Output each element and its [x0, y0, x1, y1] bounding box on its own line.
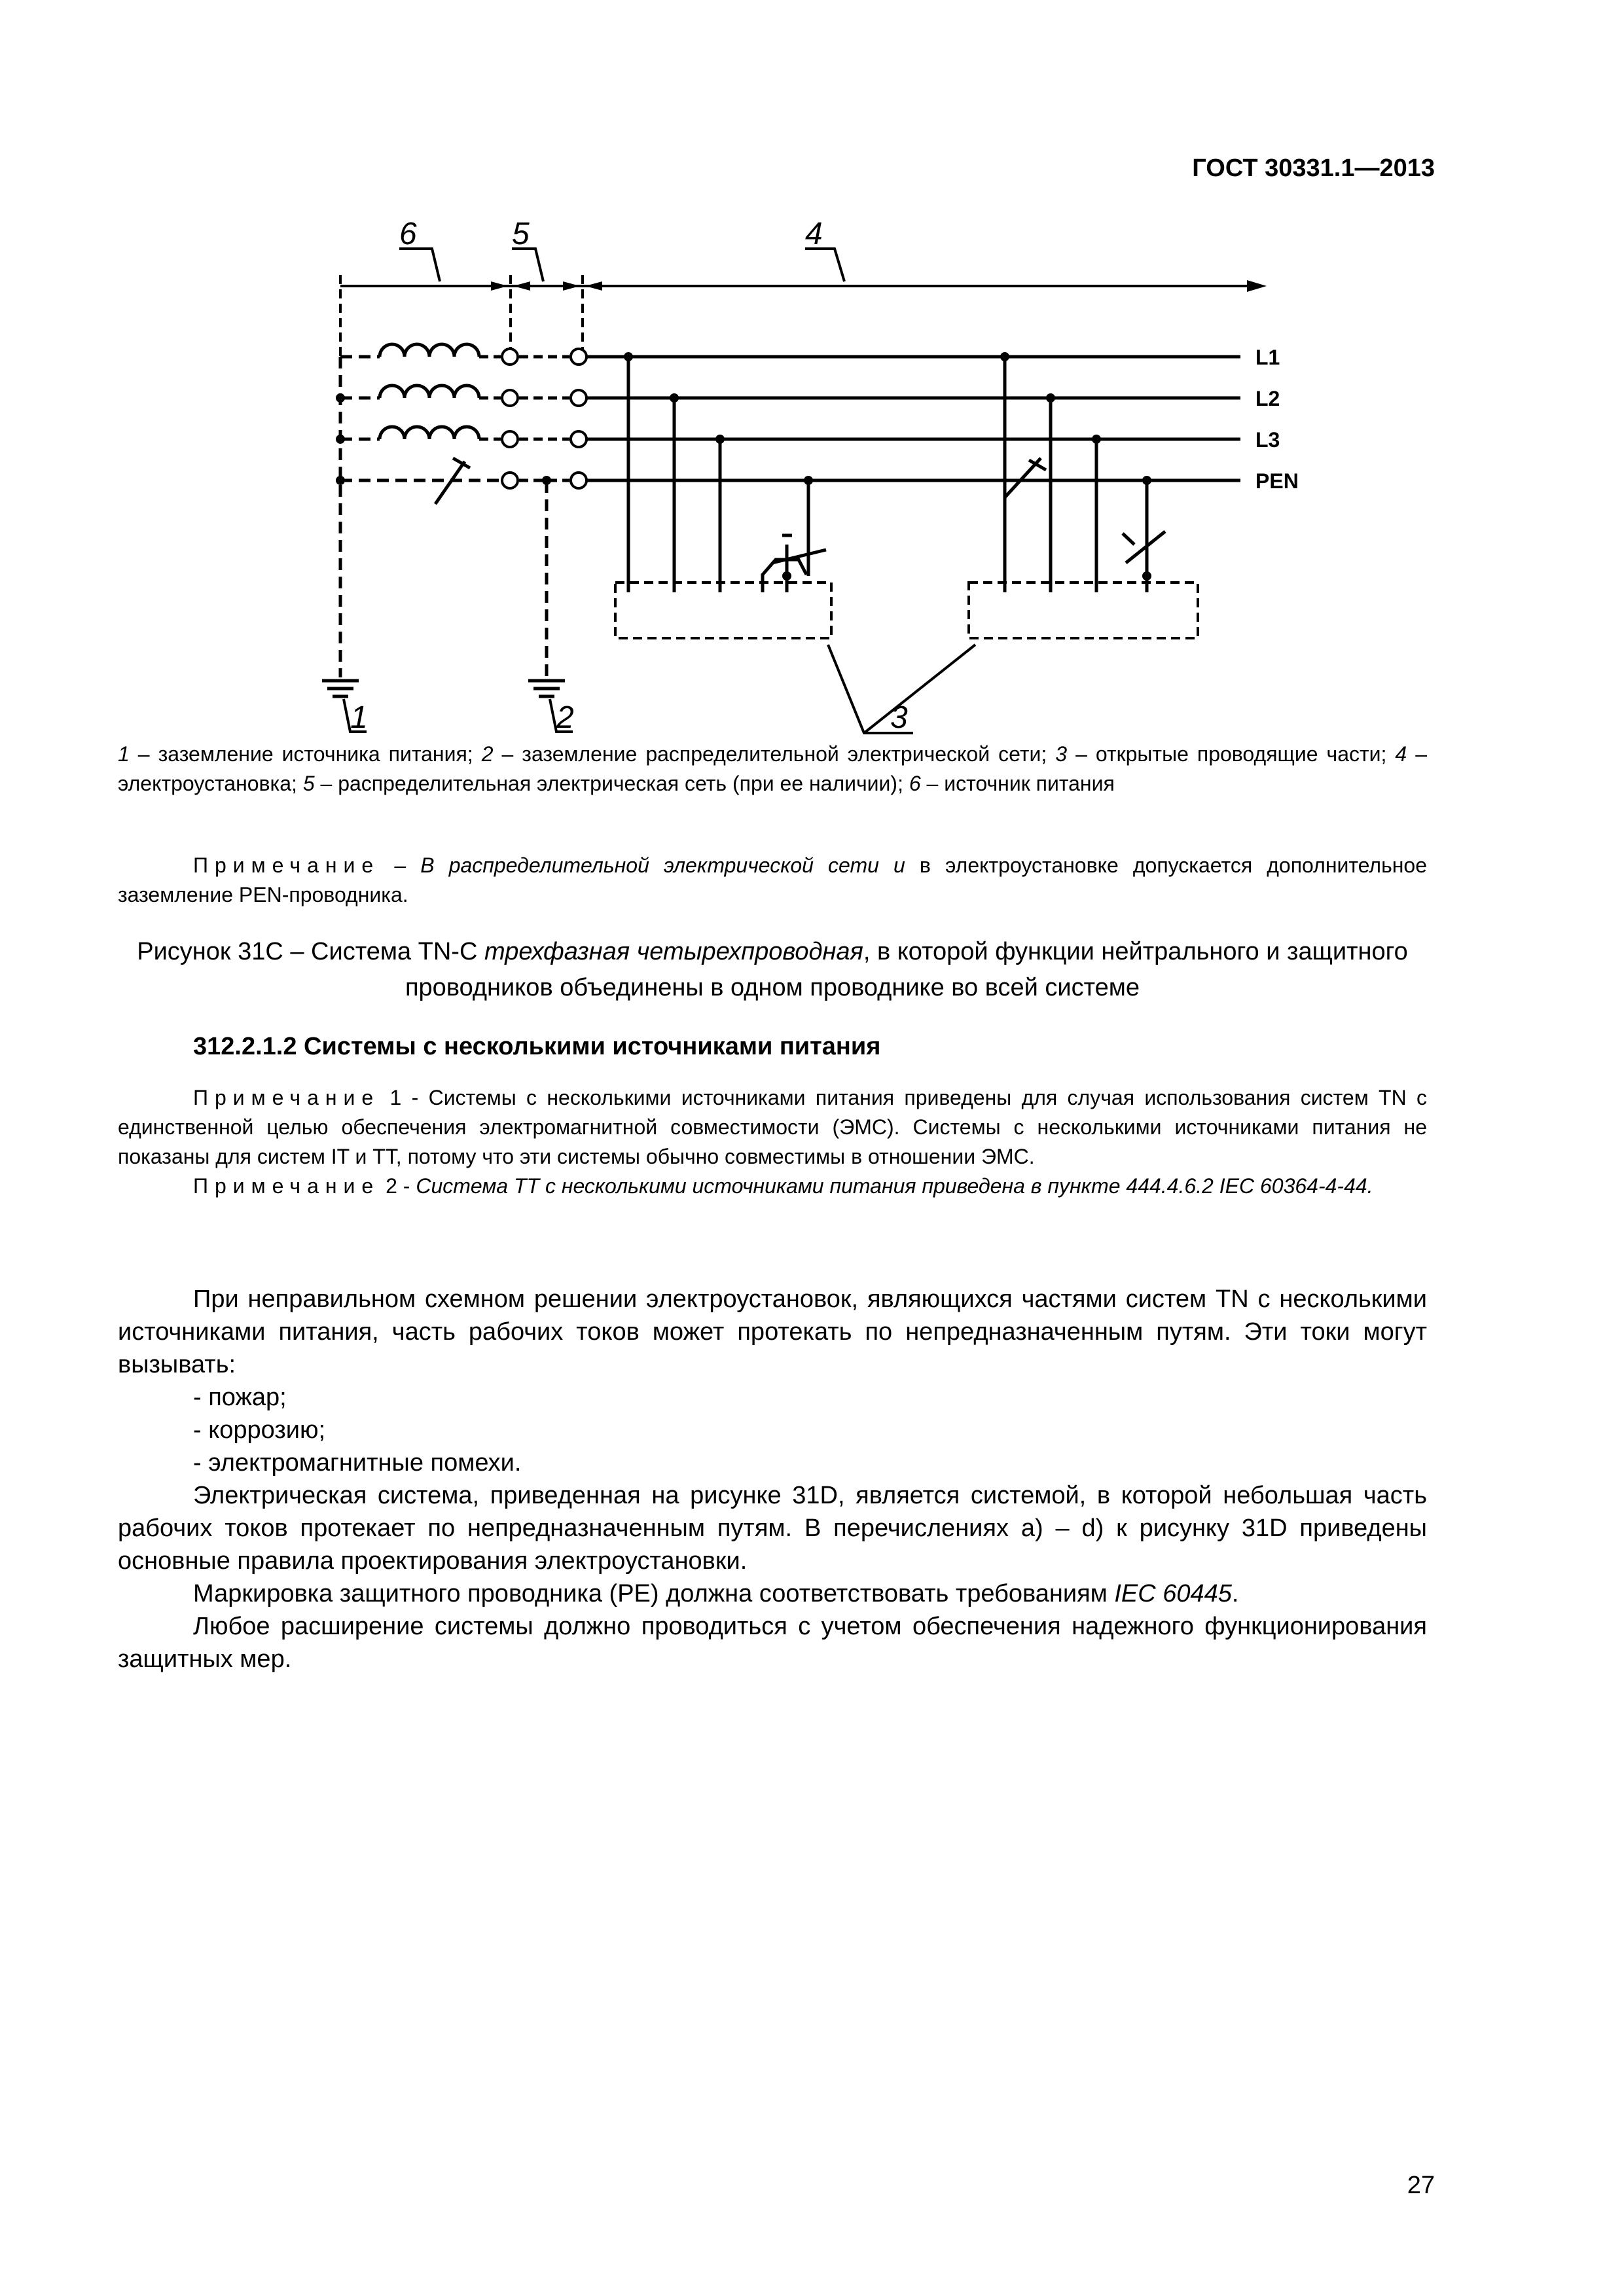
callout-1: 1 — [350, 700, 368, 735]
callout-6: 6 — [399, 217, 417, 251]
section-heading: 312.2.1.2 Системы с несколькими источниками питания — [193, 1033, 881, 1060]
list-item: - пожар; — [193, 1384, 287, 1411]
section-notes — [118, 1083, 1427, 1201]
callout-leader-4 — [805, 249, 844, 281]
label-l3: L3 — [1255, 428, 1280, 452]
callout-leader-5 — [512, 249, 543, 281]
label-pen: PEN — [1255, 469, 1299, 493]
paragraph-2: Электрическая система, приведенная на рисунке 31D, является системой, в которой небольшая часть рабочих токов протекает по непредназначенным путям. В перечислениях a) – d) к рисунку 31D приведены основные правила проектирования электроустановки. — [118, 1482, 1427, 1575]
note-1: Примечание 1 - Системы с несколькими источниками питания приведены для случая использования систем TN с единственной целью обеспечения электромагнитной совместимости (ЭМС). Системы с несколькими источниками питания не показаны для систем IT и TT, потому что эти системы обычно совместимы в отношении ЭМС. — [118, 1086, 1427, 1168]
list-item: - коррозию; — [193, 1416, 326, 1444]
dimension-arrow-right — [1247, 280, 1267, 292]
callout-5: 5 — [512, 217, 530, 251]
note-2: Примечание 2 - Система TT с несколькими источниками питания приведена в пункте 444.4.6.2 IEC 60364-4-44. — [193, 1174, 1373, 1198]
winding-l2 — [380, 386, 479, 398]
callout-4: 4 — [805, 217, 823, 251]
junction-dots — [336, 352, 1151, 581]
label-l2: L2 — [1255, 387, 1280, 410]
label-l1: L1 — [1255, 346, 1280, 369]
earth-symbol-2 — [528, 681, 565, 696]
winding-l3 — [380, 427, 479, 439]
document-number: ГОСТ 30331.1—2013 — [1192, 154, 1435, 182]
figure-note: Примечание – В распределительной электрической сети и в электроустановке допускается дополнительное заземление PEN-проводника. — [118, 853, 1427, 906]
callout-2: 2 — [556, 700, 574, 735]
winding-l1 — [380, 344, 479, 357]
exposed-part-1 — [615, 583, 831, 638]
tn-c-system-diagram — [0, 0, 1624, 746]
paragraph-3: Маркировка защитного проводника (PE) должна соответствовать требованиям IEC 60445. — [193, 1580, 1239, 1607]
paragraph-4: Любое расширение системы должно проводиться с учетом обеспечения надежного функционирования защитных мер. — [118, 1613, 1427, 1673]
callout-3: 3 — [890, 700, 908, 735]
figure-legend: 1 – заземление источника питания; 2 – заземление распределительной электрической сети; 3 – открытые проводящие части; 4 – электроустановка; 5 – распределительная электрическая сеть (при ее наличии); 6 – источник питания — [118, 742, 1428, 795]
paragraph-1: При неправильном схемном решении электроустановок, являющихся частями систем TN с несколькими источниками питания, часть рабочих токов может протекать по непредназначенным путям. Эти токи могут вызывать: — [118, 1285, 1427, 1378]
list-item: - электромагнитные помехи. — [193, 1449, 522, 1477]
callout-leader-3b — [864, 645, 975, 733]
callout-leader-6 — [399, 249, 440, 281]
earth-symbol-1 — [322, 681, 359, 696]
body-text — [118, 1283, 1427, 1676]
page-number: 27 — [1407, 2172, 1435, 2199]
figure-caption: Рисунок 31C – Система TN-C трехфазная четырехпроводная, в которой функции нейтрального и защитного проводников объединены в одном проводнике во всей системе — [137, 938, 1408, 1001]
